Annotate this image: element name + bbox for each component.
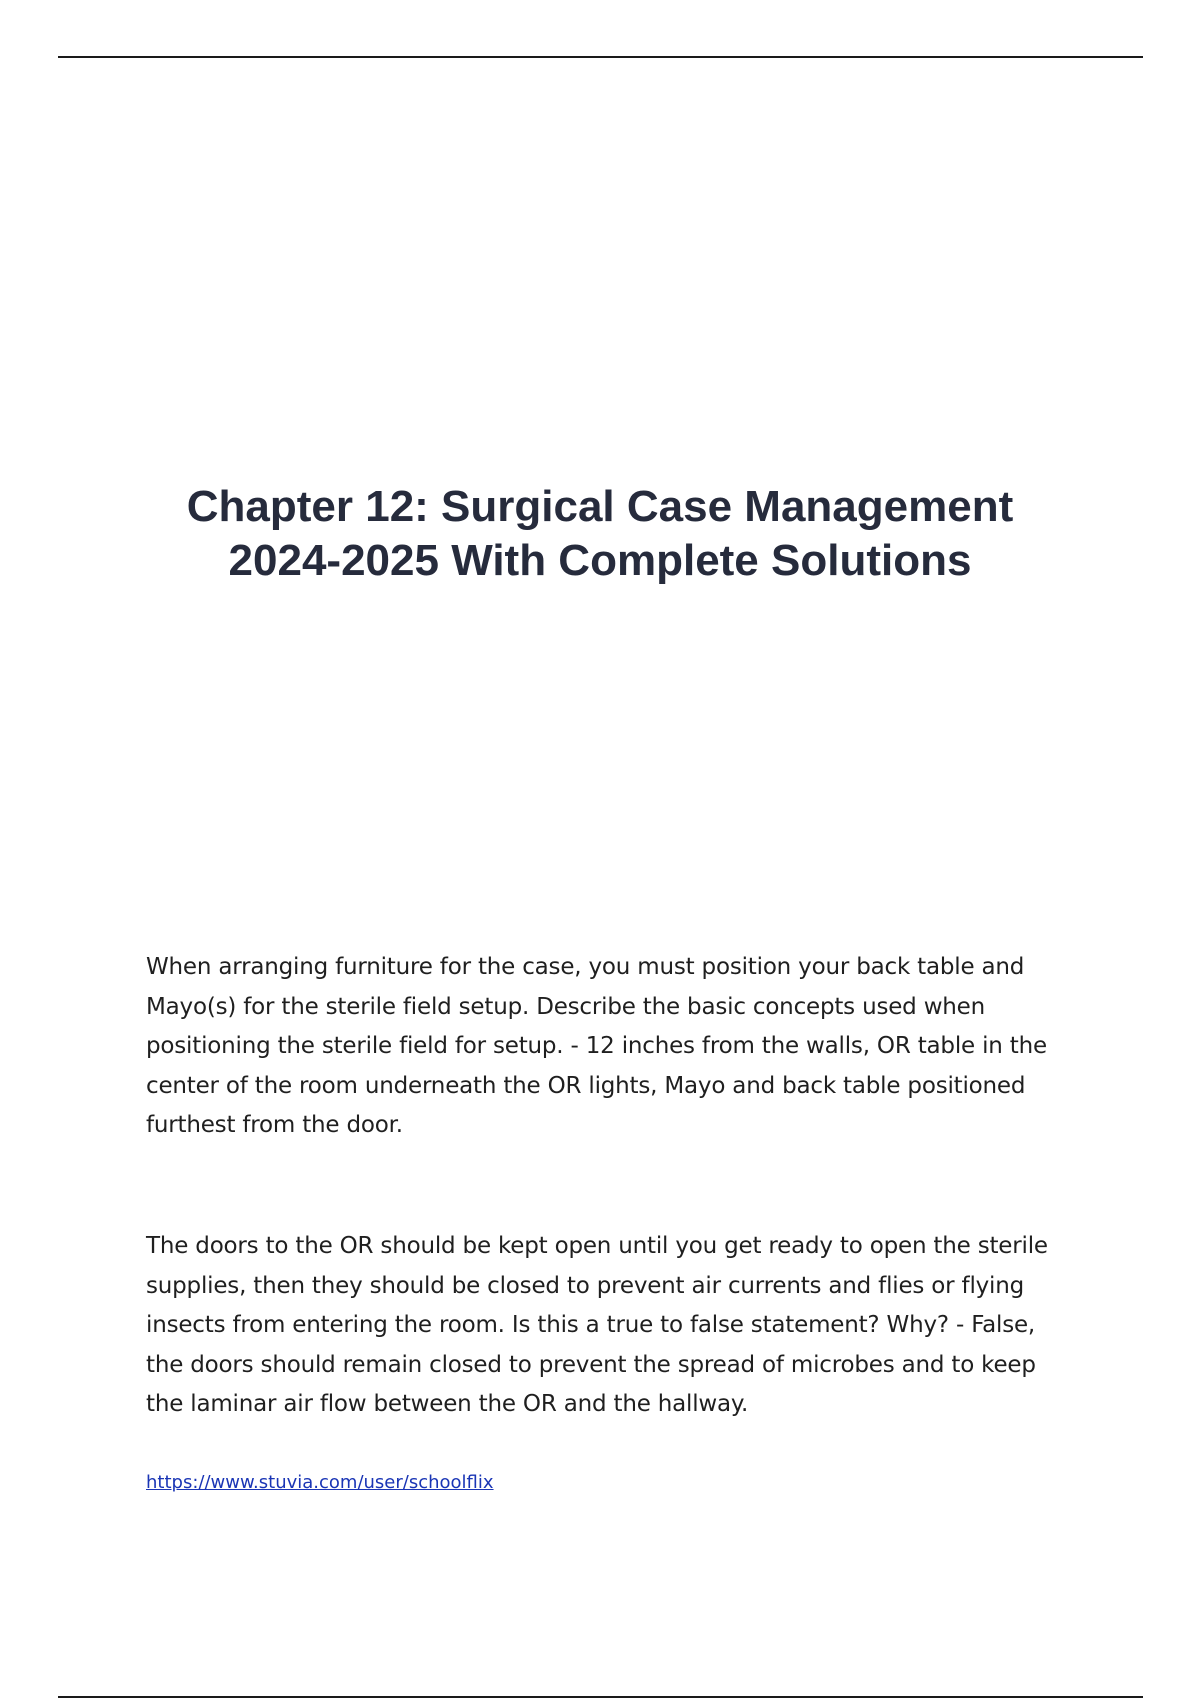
header-rule [58, 56, 1143, 58]
source-link[interactable]: https://www.stuvia.com/user/schoolflix [146, 1472, 494, 1493]
question-answer-2: The doors to the OR should be kept open until you get ready to open the sterile supplies, then they should be closed to prevent air currents and flies or flying insects from entering the room. Is this a true to false statement? Why? - False, the doors should remain closed to prevent the spread of microbes and to keep the laminar air flow between the OR and the hallway. [146, 1233, 1048, 1418]
document-title [100, 480, 1100, 588]
footer-rule [58, 1696, 1143, 1698]
question-answer-1: When arranging furniture for the case, you must position your back table and Mayo(s) for the sterile field setup. Describe the basic concepts used when positioning the sterile field for setup. - 12 inches from the walls, OR table in the center of the room underneath the OR lights, Mayo and back table positioned furthest from the door. [146, 954, 1047, 1139]
title-line-1: Chapter 12: Surgical Case Management [186, 482, 1014, 531]
title-line-2: 2024-2025 With Complete Solutions [228, 536, 972, 585]
